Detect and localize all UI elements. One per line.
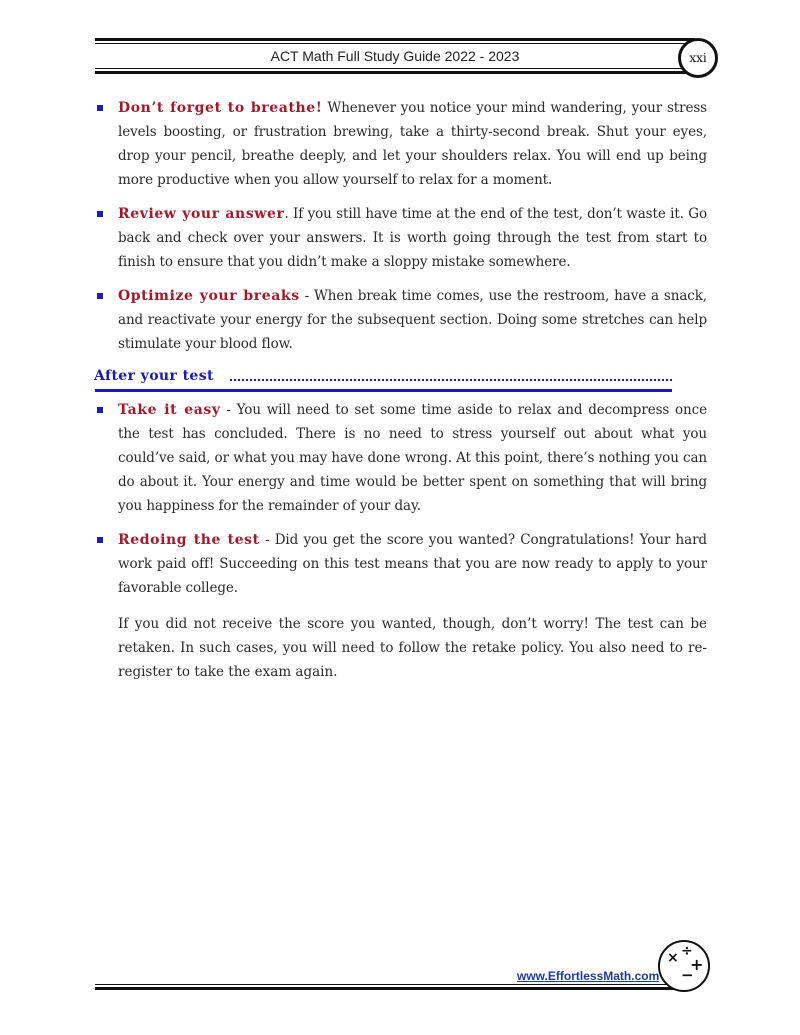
item-paragraph (118, 528, 707, 600)
logo-divide-symbol: ÷ (681, 943, 693, 959)
page-content (95, 96, 707, 684)
item-lead: Redoing the test (118, 532, 260, 548)
logo-plus-symbol: + (690, 955, 704, 974)
item-text: - When break time comes, use the restroom, have a snack, and reactivate your energy for the subsequent section. Doing some stretches can help stimulate your blood flow. (118, 288, 707, 352)
section-title: After your test (94, 368, 220, 384)
list-item (95, 202, 707, 274)
page-number-badge: xxi (678, 38, 718, 78)
follow-up-paragraph: If you did not receive the score you wanted, though, don’t worry! The test can be retaken. In such cases, you will need to follow the retake policy. You also need to re-register to take the exam again. (118, 616, 707, 680)
list-item (95, 96, 707, 192)
item-text: - Did you get the score you wanted? Congratulations! Your hard work paid off! Succeeding on this test means that you are now ready to apply to your favorable college. (118, 532, 707, 596)
header-rule-top (95, 38, 695, 41)
logo-times-symbol: × (667, 950, 679, 966)
header-rule-top-thin (95, 43, 695, 44)
page-footer (95, 940, 710, 995)
square-bullet-icon (97, 105, 103, 111)
square-bullet-icon (97, 407, 103, 413)
header-rule-bottom-thin (95, 68, 695, 69)
item-lead: Review your answer (118, 206, 285, 222)
logo-minus-symbol: − (681, 966, 694, 984)
item-lead: Take it easy (118, 402, 221, 418)
website-link[interactable]: www.EffortlessMath.com (517, 969, 660, 983)
math-operators-logo-icon (658, 940, 710, 992)
footer-rule-thin (95, 984, 685, 985)
item-paragraph (118, 96, 707, 192)
header-rule-bottom (95, 71, 695, 74)
footer-rule (95, 987, 685, 990)
header-title: ACT Math Full Study Guide 2022 - 2023 (270, 48, 520, 64)
item-text: . If you still have time at the end of the test, don’t waste it. Go back and check over your answers. It is worth going through the test from start to finish to ensure that you didn’t make a sloppy mistake somewhere. (118, 206, 707, 270)
list-item (95, 528, 707, 600)
square-bullet-icon (97, 293, 103, 299)
section-dotted-leader (230, 379, 672, 381)
section-underline (95, 389, 672, 392)
square-bullet-icon (97, 211, 103, 217)
list-item (95, 398, 707, 518)
item-paragraph (118, 284, 707, 356)
square-bullet-icon (97, 537, 103, 543)
list-item (95, 284, 707, 356)
item-paragraph (118, 398, 707, 518)
item-text: - You will need to set some time aside to relax and decompress once the test has concluded. There is no need to stress yourself out about what you could’ve said, or what you may have done wrong. At this point, there’s nothing you can do about it. Your energy and time would be better spent on something that will bring you happiness for the remainder of your day. (118, 402, 707, 514)
item-lead: Optimize your breaks (118, 288, 300, 304)
item-text: Whenever you notice your mind wandering, your stress levels boosting, or frustration brewing, take a thirty-second break. Shut your eyes, drop your pencil, breathe deeply, and let your shoulders relax. You will end up being more productive when you allow yourself to relax for a moment. (118, 100, 707, 188)
item-lead: Don’t forget to breathe! (118, 100, 323, 116)
item-paragraph (118, 202, 707, 274)
section-heading (95, 366, 707, 392)
page-header (95, 38, 715, 72)
